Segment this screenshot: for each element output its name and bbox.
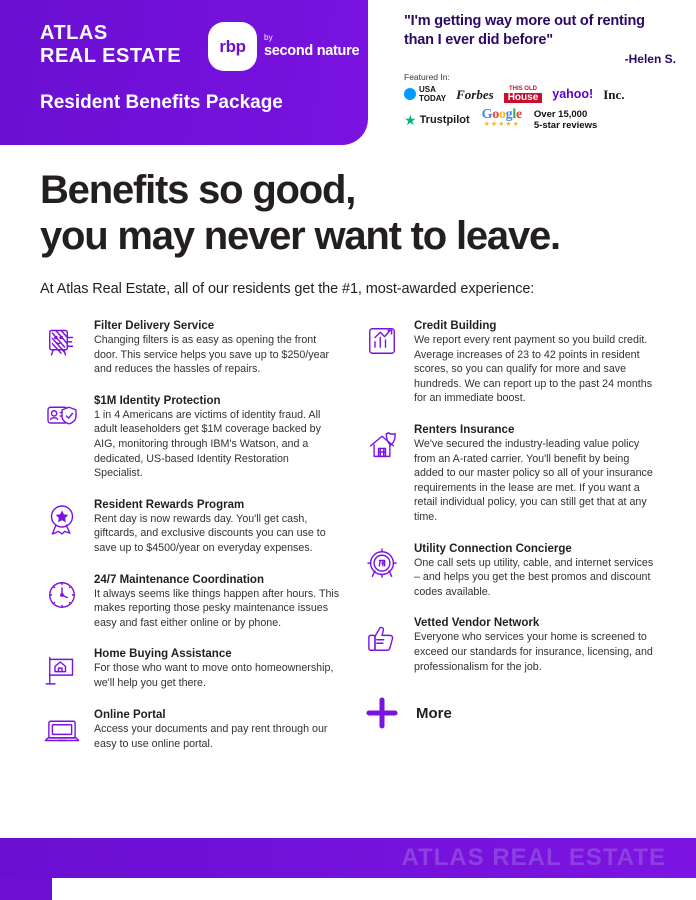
- utility-meter-icon: [360, 542, 404, 586]
- rbp-badge-icon: [208, 22, 257, 71]
- google-label: Google: [481, 107, 522, 122]
- footer-wordmark: ATLAS REAL ESTATE: [401, 844, 666, 871]
- benefit-item: [360, 423, 660, 525]
- footer-left-block: [0, 878, 52, 900]
- reviews-count: [534, 109, 597, 131]
- usa-today-dot-icon: [404, 88, 416, 100]
- benefits-section: [40, 319, 660, 769]
- benefit-item: [40, 573, 340, 631]
- benefit-description: For those who want to move onto homeownership, we'll help you get there.: [94, 662, 334, 689]
- benefit-title: Online Portal: [94, 709, 166, 722]
- partner-by-label: by: [264, 33, 273, 43]
- page-footer: [0, 838, 696, 900]
- house-logo-line2: House: [504, 93, 543, 103]
- press-logo-row-1: [404, 85, 676, 103]
- inc-logo: Inc.: [603, 86, 625, 102]
- benefit-description: Access your documents and pay rent through our easy to use online portal.: [94, 723, 328, 750]
- partner-name-label: second nature: [264, 43, 360, 60]
- press-block: [404, 12, 676, 137]
- benefit-description: 1 in 4 Americans are victims of identity fraud. All adult leaseholders get $1M coverage backed by AIG, monitoring through IBM's Watson, and a dedicated, US-based Identity Restoration Specialist.: [94, 408, 321, 480]
- benefit-title: Credit Building: [414, 320, 497, 332]
- benefit-item: [360, 542, 660, 600]
- insured-house-icon: [360, 423, 404, 467]
- benefit-item: [360, 319, 660, 406]
- benefit-title: $1M Identity Protection: [94, 394, 221, 407]
- benefit-item: [40, 319, 340, 377]
- benefit-description: Changing filters is as easy as opening the front door. This service helps you save up to $250/year and reduces the hassles of repairs.: [94, 334, 330, 376]
- benefit-title: Renters Insurance: [414, 423, 515, 436]
- thumbs-up-icon: [360, 616, 404, 660]
- benefits-column-right: [360, 319, 660, 769]
- company-name-line2: REAL ESTATE: [40, 45, 182, 67]
- page-subheadline: At Atlas Real Estate, all of our residents get the #1, most-awarded experience:: [40, 281, 535, 297]
- trustpilot-logo: [404, 113, 470, 127]
- clock-icon: [40, 573, 84, 617]
- usa-today-logo: [404, 85, 446, 103]
- benefit-title: Utility Connection Concierge: [414, 542, 572, 555]
- star-icon: ★: [404, 112, 417, 128]
- testimonial-quote: "I'm getting way more out of renting than I ever did before": [404, 13, 645, 48]
- benefit-description: One call sets up utility, cable, and internet services – and helps you get the best promos and discount codes available.: [414, 556, 654, 598]
- yahoo-logo: yahoo!: [552, 86, 594, 101]
- benefit-description: It always seems like things happen after hours. This makes reporting those pesky maintenance issues easy and fast either online or by phone.: [94, 587, 340, 629]
- usa-today-line1: USA: [419, 85, 436, 94]
- page-header: [0, 0, 696, 145]
- benefit-title: 24/7 Maintenance Coordination: [94, 573, 264, 586]
- benefit-title: Resident Rewards Program: [94, 498, 245, 511]
- benefit-description: Rent day is now rewards day. You'll get cash, giftcards, and exclusive discounts you can use to save up to $4500/year on everyday expenses.: [94, 512, 326, 554]
- reviews-line1: Over 15,000: [533, 109, 588, 120]
- rbp-badge-label: rbp: [219, 36, 246, 56]
- rbp-second-nature-logo: [208, 22, 359, 71]
- google-stars-icon: ★★★★★: [483, 121, 520, 128]
- air-filter-icon: [40, 319, 84, 363]
- benefit-description: We've secured the industry-leading value policy from an A-rated carrier. You'll benefit by being added to our master policy so all of your insurance requirements in the lease are met. If you want a retail individual policy, you can still get that at any time.: [414, 437, 653, 523]
- id-shield-icon: [40, 394, 84, 438]
- trustpilot-label: Trustpilot: [419, 113, 470, 126]
- headline-line2: you may never want to leave.: [40, 214, 560, 258]
- house-sign-icon: [40, 647, 84, 691]
- benefits-column-left: [40, 319, 340, 769]
- press-logo-row-2: [404, 109, 676, 131]
- google-logo: [481, 107, 522, 130]
- footer-white-strip: [52, 878, 696, 900]
- more-label: More: [416, 704, 452, 722]
- page-headline: [40, 167, 696, 259]
- benefit-description: Everyone who services your home is screened to exceed our standards for insurance, licensing, and professionalism for the job.: [414, 631, 653, 673]
- headline-line1: Benefits so good,: [40, 168, 356, 212]
- second-nature-wordmark: [264, 34, 359, 59]
- more-benefits-row: [360, 691, 660, 735]
- credit-chart-icon: [360, 319, 404, 363]
- package-title: Resident Benefits Package: [40, 92, 283, 113]
- forbes-logo: Forbes: [456, 86, 494, 102]
- testimonial-attribution: -Helen S.: [624, 52, 676, 66]
- this-old-house-logo: [504, 85, 543, 103]
- company-logo: [40, 22, 181, 68]
- benefit-item: [40, 708, 340, 752]
- benefit-description: We report every rent payment so you build credit. Average increases of 23 to 42 points in resident scores, so you can qualify for more and save hundreds. We can report up to the past 24 months for an immediate boost.: [414, 334, 653, 405]
- benefit-title: Home Buying Assistance: [94, 648, 232, 661]
- benefit-item: [40, 498, 340, 556]
- usa-today-line2: TODAY: [419, 94, 447, 103]
- benefit-item: [360, 616, 660, 674]
- benefit-item: [40, 394, 340, 481]
- reviews-line2: 5-star reviews: [533, 120, 598, 131]
- plus-icon: [360, 691, 404, 735]
- benefit-item: [40, 647, 340, 691]
- laptop-icon: [40, 708, 84, 752]
- benefit-title: Vetted Vendor Network: [414, 617, 540, 630]
- rewards-badge-icon: [40, 498, 84, 542]
- benefit-title: Filter Delivery Service: [94, 320, 215, 332]
- house-logo-line1: THIS OLD: [508, 86, 537, 92]
- featured-in-label: Featured In:: [404, 72, 450, 82]
- company-name-line1: ATLAS: [40, 22, 108, 44]
